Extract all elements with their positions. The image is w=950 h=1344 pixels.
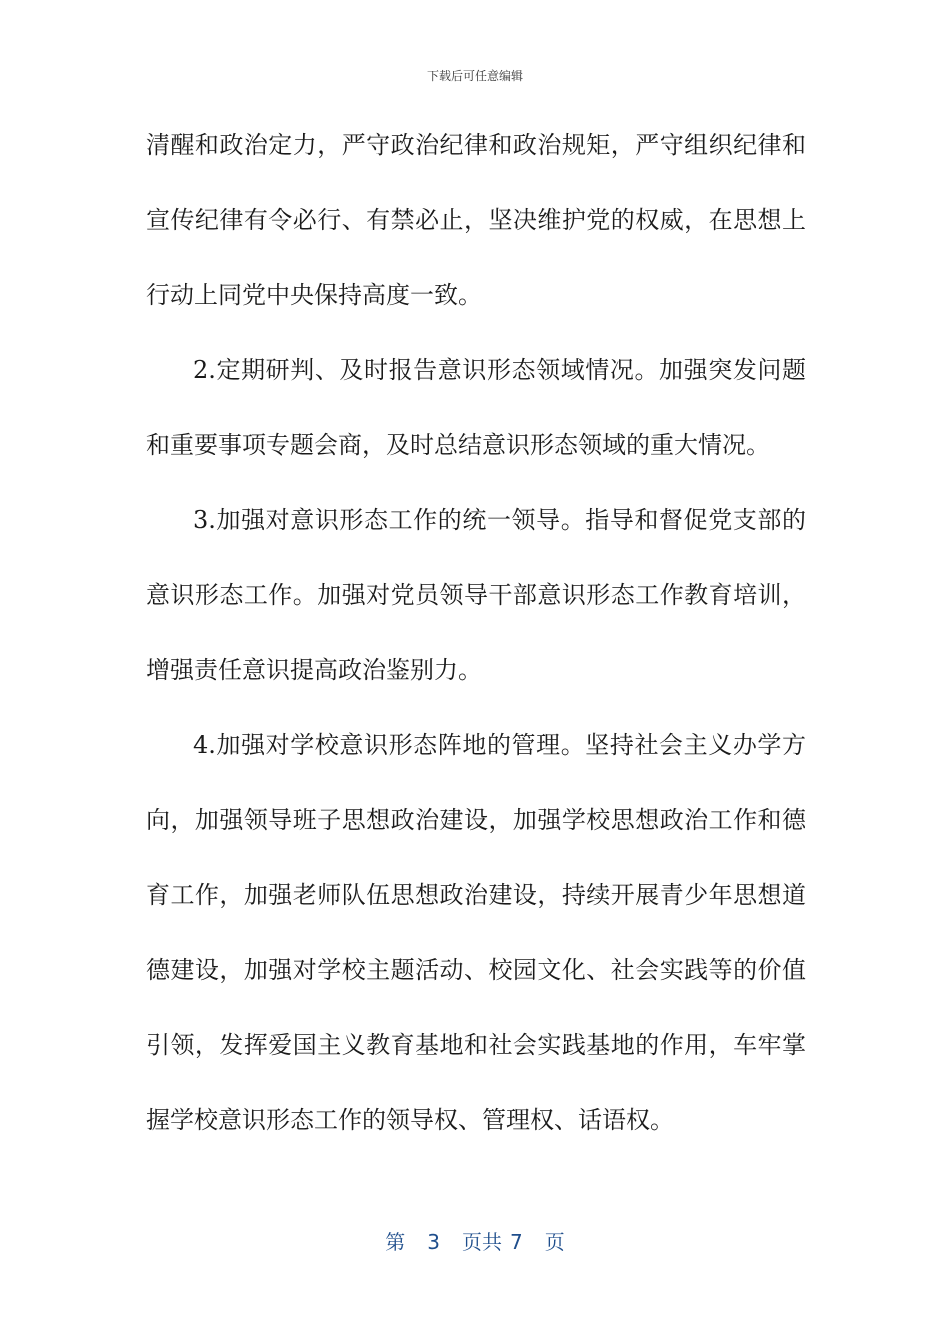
page-mid: 页共 <box>462 1230 502 1254</box>
text-line: 育工作，加强老师队伍思想政治建设，持续开展青少年思想道 <box>146 881 806 909</box>
text-line: 和重要事项专题会商，及时总结意识形态领域的重大情况。 <box>146 431 770 459</box>
header-note: 下载后可任意编辑 <box>426 69 523 83</box>
text-line: 宣传纪律有令必行、有禁必止，坚决维护党的权威，在思想上 <box>146 206 806 234</box>
text-line: 引领，发挥爱国主义教育基地和社会实践基地的作用，车牢掌 <box>146 1031 806 1059</box>
text-line: 增强责任意识提高政治鉴别力。 <box>146 656 482 684</box>
page-prefix: 第 <box>385 1230 406 1254</box>
text-line: 4.加强对学校意识形态阵地的管理。坚持社会主义办学方 <box>193 731 806 759</box>
text-line: 意识形态工作。加强对党员领导干部意识形态工作教育培训， <box>146 581 806 609</box>
text-line: 向，加强领导班子思想政治建设，加强学校思想政治工作和德 <box>146 806 806 834</box>
page-footer <box>0 1226 950 1255</box>
page-suffix: 页 <box>544 1230 565 1254</box>
text-line: 握学校意识形态工作的领导权、管理权、话语权。 <box>146 1106 674 1134</box>
current-page-number: 3 <box>427 1230 440 1254</box>
text-line: 清醒和政治定力，严守政治纪律和政治规矩，严守组织纪律和 <box>146 131 806 159</box>
text-line: 行动上同党中央保持高度一致。 <box>146 281 482 309</box>
total-pages-number: 7 <box>510 1230 523 1254</box>
text-line: 2.定期研判、及时报告意识形态领域情况。加强突发问题 <box>193 356 806 384</box>
text-line: 3.加强对意识形态工作的统一领导。指导和督促党支部的 <box>193 506 806 534</box>
text-line: 德建设，加强对学校主题活动、校园文化、社会实践等的价值 <box>146 956 806 984</box>
